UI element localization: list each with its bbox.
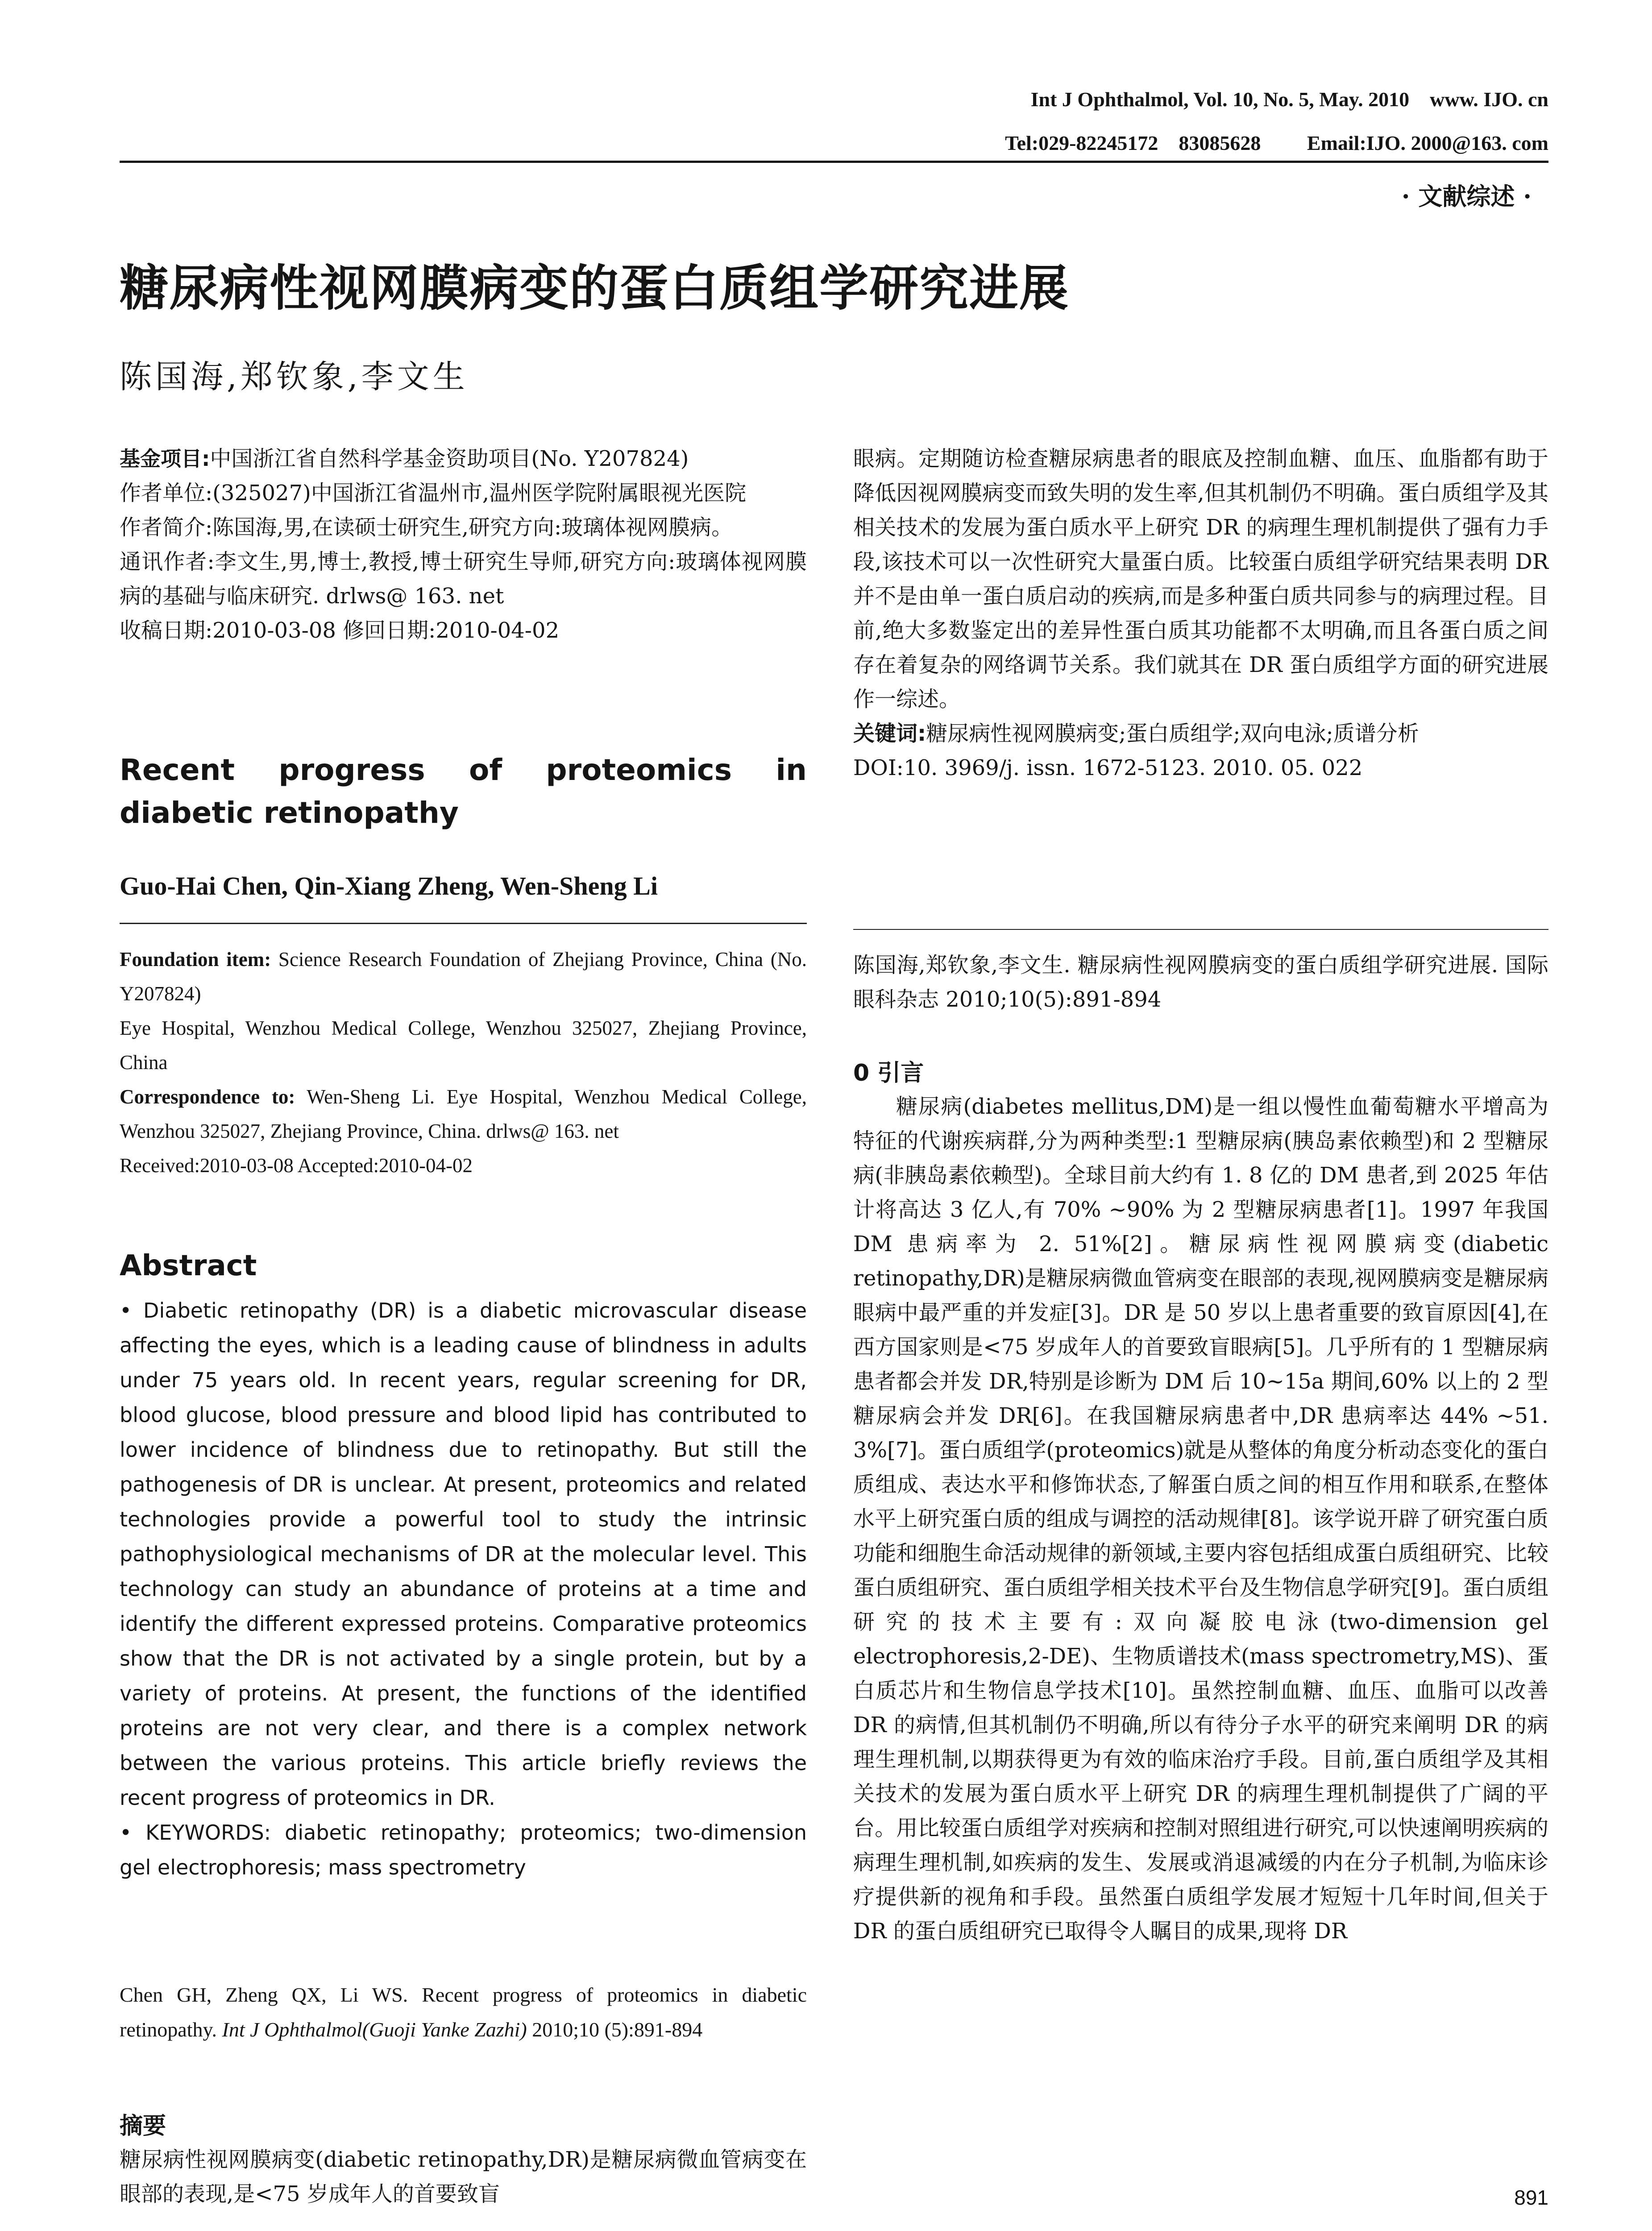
- abstract-text: • Diabetic retinopathy (DR) is a diabetic microvascular disease affecting the eyes, which is a leading cause of blindness in adults under 75 years old. In recent years, regular screening for DR, blood glucose, blood pressure and blood lipid has contributed to lower incidence of blindness due to retinopathy. But still the pathogenesis of DR is unclear. At present, proteomics and related technologies provide a powerful tool to study the intrinsic pathophysiological mechanisms of DR at the molecular level. This technology can study an abundance of proteins at a time and identify the different expressed proteins. Comparative proteomics show that the DR is not activated by a single protein, but by a variety of proteins. At present, the functions of the identified proteins are not very clear, and there is a complex network between the various proteins. This article briefly reviews the recent progress of proteomics in DR.: [120, 1298, 807, 1810]
- intro-body: [853, 1090, 1548, 1949]
- keywords-en: • KEYWORDS: diabetic retinopathy; proteomics; two-dimension gel electrophoresis; mass spectrometry: [120, 1820, 807, 1879]
- header-rule: [120, 161, 1548, 163]
- intro-text: 糖尿病(diabetes mellitus,DM)是一组以慢性血葡萄糖水平增高为特征的代谢疾病群,分为两种类型:1 型糖尿病(胰岛素依赖型)和 2 型糖尿病(非胰岛素依赖型)。全球目前大约有 1. 8 亿的 DM 患者,到 2025 年估计将高达 3 亿人,有 70% ~90% 为 2 型糖尿病患者[1]。1997 年我国 DM 患病率为 2. 51%[2]。糖尿病性视网膜病变(diabetic retinopathy,DR)是糖尿病微血管病变在眼部的表现,视网膜病变是糖尿病眼病中最严重的并发症[3]。DR 是 50 岁以上患者重要的致盲原因[4],在西方国家则是<75 岁成年人的首要致盲眼病[5]。几乎所有的 1 型糖尿病患者都会并发 DR,特别是诊断为 DM 后 10~15a 期间,60% 以上的 2 型糖尿病会并发 DR[6]。在我国糖尿病患者中,DR 患病率达 44% ~51. 3%[7]。蛋白质组学(proteomics)就是从整体的角度分析动态变化的蛋白质组成、表达水平和修饰状态,了解蛋白质之间的相互作用和联系,在整体水平上研究蛋白质的组成与调控的活动规律[8]。该学说开辟了研究蛋白质功能和细胞生命活动规律的新领域,主要内容包括组成蛋白质组研究、比较蛋白质组研究、蛋白质组学相关技术平台及生物信息学研究[9]。蛋白质组研究的技术主要有:双向凝胶电泳(two-dimension gel electrophoresis,2-DE)、生物质谱技术(mass spectrometry,MS)、蛋白质芯片和生物信息学技术[10]。虽然控制血糖、血压、血脂可以改善 DR 的病情,但其机制仍不明确,所以有待分子水平的研究来阐明 DR 的病理生理机制,以期获得更为有效的临床治疗手段。目前,蛋白质组学及其相关技术的发展为蛋白质水平上研究 DR 的病理生理机制提供了广阔的平台。用比较蛋白质组学对疾病和控制对照组进行研究,可以快速阐明疾病的病理生理机制,如疾病的发生、发展或消退减缓的内在分子机制,为临床诊疗提供新的视角和手段。虽然蛋白质组学发展才短短十几年时间,但关于 DR 的蛋白质组研究已取得令人瞩目的成果,现将 DR: [853, 1094, 1548, 1944]
- zh-abstract-heading: 摘要: [120, 2113, 166, 2140]
- meta-correspondence: 通讯作者:李文生,男,博士,教授,博士研究生导师,研究方向:玻璃体视网膜病的基础与临床研究. drlws@ 163. net: [120, 549, 807, 609]
- keywords-cn-label: 关键词:: [853, 721, 926, 746]
- foundation-label: Foundation item:: [120, 948, 271, 970]
- journal-header-line1: Int J Ophthalmol, Vol. 10, No. 5, May. 2010 www. IJO. cn: [1030, 88, 1548, 111]
- dates-en: Received:2010-03-08 Accepted:2010-04-02: [120, 1154, 473, 1177]
- abstract-body: [120, 1293, 807, 1885]
- meta-author-intro: 作者简介:陈国海,男,在读硕士研究生,研究方向:玻璃体视网膜病。: [120, 515, 733, 540]
- citation-en: Chen GH, Zheng QX, Li WS. Recent progress of proteomics in diabetic retinopathy. Int J Ophthalmol(Guoji Yanke Zazhi) 2010;10 (5):891-894: [120, 1983, 807, 2041]
- keywords-cn: 关键词:糖尿病性视网膜病变;蛋白质组学;双向电泳;质谱分析: [853, 721, 1419, 746]
- intro-heading: 0 引言: [853, 1060, 924, 1086]
- english-meta: [120, 942, 807, 1183]
- section-tag: · 文献综述 ·: [1401, 182, 1532, 211]
- citation-cn: 陈国海,郑钦象,李文生. 糖尿病性视网膜病变的蛋白质组学研究进展. 国际眼科杂志 2010;10(5):891-894: [853, 953, 1548, 1012]
- correspondence-label: Correspondence to:: [120, 1086, 295, 1108]
- english-authors: Guo-Hai Chen, Qin-Xiang Zheng, Wen-Sheng Li: [120, 871, 658, 900]
- english-title: Recent progress of proteomics in diabetic retinopathy: [120, 753, 807, 830]
- zh-abstract-continued: [853, 442, 1548, 785]
- authors-rule: [120, 923, 807, 924]
- meta-dates: 收稿日期:2010-03-08 修回日期:2010-04-02: [120, 618, 560, 643]
- meta-affiliation: 作者单位:(325027)中国浙江省温州市,温州医学院附属眼视光医院: [120, 481, 747, 506]
- affiliation-en: Eye Hospital, Wenzhou Medical College, Wenzhou 325027, Zhejiang Province, China: [120, 1017, 807, 1074]
- meta-foundation: 基金项目:中国浙江省自然科学基金资助项目(No. Y207824): [120, 446, 689, 471]
- authors-cn: 陈国海,郑钦象,李文生: [120, 358, 469, 395]
- meta-foundation-label: 基金项目:: [120, 447, 210, 471]
- abstract-heading: Abstract: [120, 1249, 257, 1282]
- foundation-text: Science Research Foundation of Zhejiang Province, China (No. Y207824): [120, 948, 807, 1005]
- meta-cn: [120, 442, 807, 648]
- journal-name: Int J Ophthalmol(Guoji Yanke Zazhi): [222, 2018, 527, 2041]
- doi-rule: [853, 929, 1548, 930]
- article-title: 糖尿病性视网膜病变的蛋白质组学研究进展: [120, 260, 1069, 317]
- zh-abstract-cont-text: 眼病。定期随访检查糖尿病患者的眼底及控制血糖、血压、血脂都有助于降低因视网膜病变而致失明的发生率,但其机制仍不明确。蛋白质组学及其相关技术的发展为蛋白质水平上研究 DR 的病理生理机制提供了强有力手段,该技术可以一次性研究大量蛋白质。比较蛋白质组学研究结果表明 DR 并不是由单一蛋白质启动的疾病,而是多种蛋白质共同参与的病理过程。目前,绝大多数鉴定出的差异性蛋白质其功能都不太明确,而且各蛋白质之间存在着复杂的网络调节关系。我们就其在 DR 蛋白质组学方面的研究进展作一综述。: [853, 446, 1548, 712]
- page-number: 891: [1514, 2186, 1548, 2209]
- journal-header-line2: Tel:029-82245172 83085628 Email:IJO. 2000@163. com: [1005, 132, 1548, 154]
- zh-abstract-start: 糖尿病性视网膜病变(diabetic retinopathy,DR)是糖尿病微血管病变在眼部的表现,是<75 岁成年人的首要致盲: [120, 2147, 807, 2206]
- doi: DOI:10. 3969/j. issn. 1672-5123. 2010. 05. 022: [853, 755, 1363, 780]
- correspondence-text: Wen-Sheng Li. Eye Hospital, Wenzhou Medical College, Wenzhou 325027, Zhejiang Province, China. drlws@ 163. net: [120, 1086, 807, 1142]
